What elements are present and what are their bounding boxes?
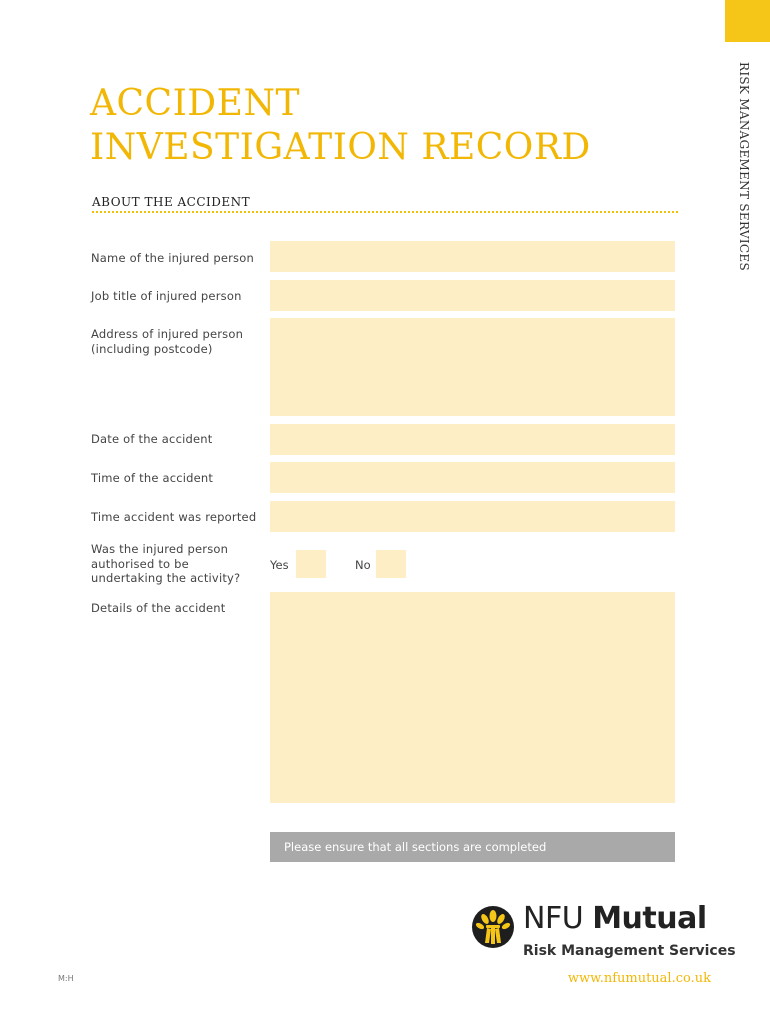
authorised-label-line-2: authorised to be bbox=[91, 556, 189, 571]
reported-time-field[interactable] bbox=[270, 501, 675, 532]
page-title bbox=[90, 82, 591, 170]
injured-name-label: Name of the injured person bbox=[91, 251, 254, 265]
details-label: Details of the accident bbox=[91, 601, 226, 615]
brand-subtitle: Risk Management Services bbox=[523, 943, 736, 959]
corner-tab bbox=[725, 0, 770, 42]
completion-notice: Please ensure that all sections are completed bbox=[270, 832, 675, 862]
brand-name-bold: Mutual bbox=[592, 901, 707, 936]
title-line-2: INVESTIGATION RECORD bbox=[90, 127, 591, 168]
reported-time-label: Time accident was reported bbox=[91, 510, 257, 524]
address-label-line-2: (including postcode) bbox=[91, 341, 213, 356]
dotted-divider bbox=[92, 211, 678, 213]
details-field[interactable] bbox=[270, 592, 675, 803]
address-field[interactable] bbox=[270, 318, 675, 416]
reference-code: M:H bbox=[58, 974, 74, 983]
accident-time-field[interactable] bbox=[270, 462, 675, 493]
accident-date-field[interactable] bbox=[270, 424, 675, 455]
no-label: No bbox=[355, 558, 371, 572]
title-line-1: ACCIDENT bbox=[90, 83, 300, 124]
authorised-label-line-1: Was the injured person bbox=[91, 542, 229, 556]
side-label: RISK MANAGEMENT SERVICES bbox=[737, 62, 751, 271]
injured-name-field[interactable] bbox=[270, 241, 675, 272]
accident-time-label: Time of the accident bbox=[91, 471, 214, 485]
brand-name-regular: NFU bbox=[523, 901, 593, 936]
yes-label: Yes bbox=[270, 558, 289, 572]
yes-checkbox[interactable] bbox=[296, 550, 326, 578]
address-label-line-1: Address of injured person bbox=[91, 327, 244, 341]
accident-date-label: Date of the accident bbox=[91, 432, 213, 446]
address-label bbox=[91, 327, 243, 356]
authorised-label-line-3: undertaking the activity? bbox=[91, 571, 241, 585]
website-link[interactable]: www.nfumutual.co.uk bbox=[567, 971, 711, 986]
job-title-field[interactable] bbox=[270, 280, 675, 311]
section-heading: ABOUT THE ACCIDENT bbox=[92, 195, 251, 209]
authorised-label bbox=[91, 542, 240, 586]
no-checkbox[interactable] bbox=[376, 550, 406, 578]
brand-name bbox=[523, 901, 707, 936]
wheatsheaf-icon bbox=[471, 905, 515, 949]
job-title-label: Job title of injured person bbox=[91, 289, 242, 303]
